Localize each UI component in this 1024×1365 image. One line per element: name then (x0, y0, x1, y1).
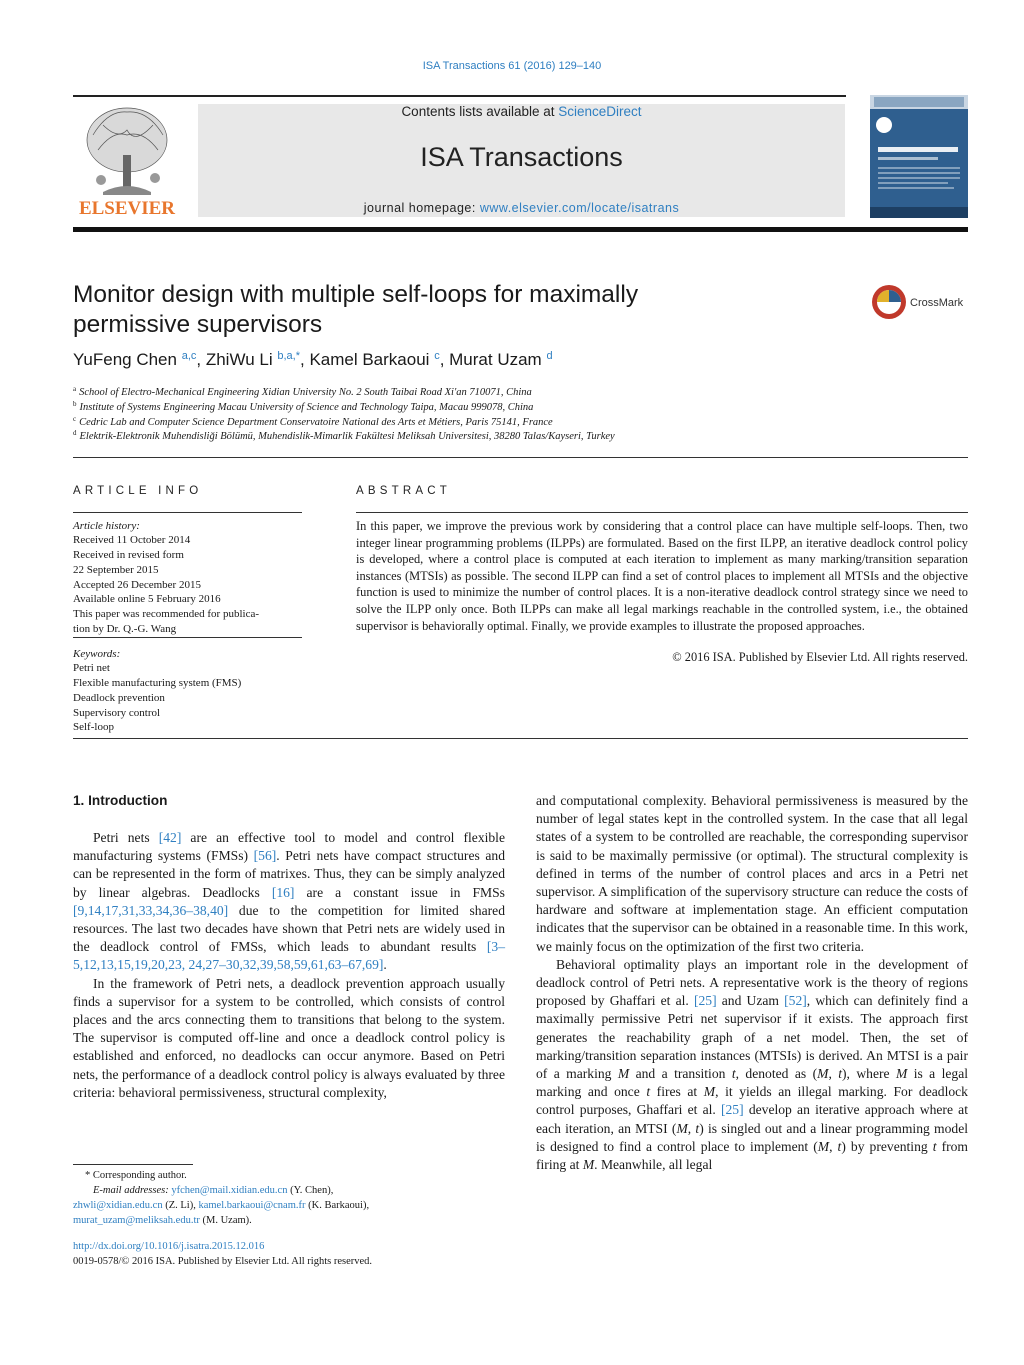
affiliation (73, 385, 532, 398)
history-line: Received in revised form (73, 549, 184, 561)
article-title (73, 280, 833, 340)
issn-line: 0019-0578/© 2016 ISA. Published by Elsevier Ltd. All rights reserved. (73, 1256, 373, 1267)
history-line: Available online 5 February 2016 (73, 593, 221, 605)
contents-line (198, 104, 845, 119)
math-symbol: M (617, 1066, 630, 1082)
keyword: Supervisory control (73, 707, 161, 719)
email-link[interactable]: murat_uzam@meliksah.edu.tr (73, 1215, 200, 1226)
author-affiliation-marks[interactable]: b,a,* (277, 350, 300, 362)
history-line: tion by Dr. Q.-G. Wang (73, 623, 177, 635)
journal-title: ISA Transactions (420, 142, 623, 172)
math-symbol: M (582, 1157, 595, 1173)
email-link[interactable]: yfchen@mail.xidian.edu.cn (171, 1185, 288, 1196)
history-line: Accepted 26 December 2015 (73, 579, 201, 591)
article-title-line-1: Monitor design with multiple self-loops for maximally (73, 281, 639, 308)
homepage-prefix: journal homepage: (363, 201, 480, 215)
email-owner: (M. Uzam). (199, 1215, 252, 1226)
author-separator: , (439, 350, 450, 369)
math-symbol: M (817, 1138, 830, 1154)
citation-ref-link[interactable]: [52] (784, 993, 807, 1009)
history-line: Received 11 October 2014 (73, 534, 191, 546)
journal-cover-thumbnail[interactable] (870, 95, 968, 218)
header-top-rule (73, 95, 846, 97)
math-symbol: M (817, 1066, 829, 1082)
abstract-rule (356, 512, 968, 513)
math-symbol: t (838, 1066, 843, 1082)
email-owner: (Y. Chen), (287, 1185, 334, 1196)
history-label: Article history: (73, 520, 140, 532)
article-info-heading: ARTICLE INFO (73, 485, 203, 497)
affiliation-text: Institute of Systems Engineering Macau University of Science and Technology Taipa, Macau 999078, China (79, 402, 534, 413)
affiliation-mark: a (73, 385, 77, 393)
email-link[interactable]: zhwli@xidian.edu.cn (73, 1200, 163, 1211)
keywords-rule (73, 637, 302, 638)
keyword: Flexible manufacturing system (FMS) (73, 677, 242, 689)
elsevier-wordmark: ELSEVIER (78, 198, 176, 218)
email-owner: (Z. Li), (162, 1200, 199, 1211)
intro-paragraph-3: Behavioral optimality plays an important role in the development of deadlock control of Petri nets. A representative work is the theory of regions proposed by Ghaffari et al. [25] and Uzam [52], which can definitely find a maximally permissive Petri net supervisor if it exists. The approach first generates the reachability graph of a net model. Then, the set of marking/transition separation instances (MTSIs) is derived. An MTSI is a pair of a marking M and a transition t, denoted as (M, t), where M is a legal marking and once t fires at M, it yields an illegal marking. For deadlock control purposes, Ghaffari et al. [25] develop an iterative approach where at each iteration, an MTSI (M, t) is singled out and a linear programming model is designed to find a control place to implement (M, t) by preventing t from firing at M. Meanwhile, all legal (536, 956, 969, 1173)
doi-link[interactable]: http://dx.doi.org/10.1016/j.isatra.2015.12.016 (73, 1241, 265, 1252)
keyword: Deadlock prevention (73, 692, 165, 704)
corresponding-author-note: * Corresponding author. (85, 1170, 187, 1181)
author-affiliation-marks[interactable]: d (546, 350, 553, 362)
header-bottom-rule (73, 227, 968, 232)
citation-ref-link[interactable]: [3–5,12,13,15,19,20,23, 24,27–30,32,39,58,59,61,63–67,69] (73, 939, 505, 973)
intro-paragraph-continued: and computational complexity. Behavioral permissiveness is measured by the number of legal states kept in the controlled system. In the case that all legal states of a system to be controlled are reachable, the corresponding supervisor is said to be maximally permissive (or optimal). The structural complexity is defined in terms of the number of control places and arcs in a Petri net supervisor. A simplification of the supervisory structure can reduce the costs of hardware and software at implementation stage. An efficient computation indicates that the supervisor can be obtained in a reasonable time. In this work, we mainly focus on the optimization of the first two criteria. (536, 793, 968, 954)
math-symbol: t (695, 1120, 700, 1136)
affiliation (73, 400, 533, 413)
crossmark-badge[interactable] (870, 283, 970, 321)
citation-ref-link[interactable]: [9,14,17,31,33,34,36–38,40] (73, 902, 229, 918)
abstract-text: In this paper, we improve the previous work by considering that a control place can have multiple self-loops. Then, two integer linear programming problems (ILPPs) are formulated. Based on the first ILPP, an iterative deadlock control policy is developed, where a control place is computed at each iteration to implement as many marking/transition separation instances (MTSIs) as possible. The second ILPP can find a set of control places to implement all MTSIs and the objective function is used to minimize the number of control places. It is a non-iterative deadlock control strategy since we need to solve the ILPP only once. Both ILPPs can make all legal markings reachable in the controlled system, i.e., the obtained supervisor is behaviorally optimal. Finally, we provide examples to illustrate the proposed approaches. (356, 519, 968, 633)
keyword: Petri net (73, 662, 110, 674)
intro-paragraph-1: Petri nets [42] are an effective tool to model and control flexible manufacturing systems (FMSs) [56]. Petri nets have compact structures and can be represented in the form of matrixes. Thus, they can be simply analyzed by linear algebras. Deadlocks [16] are a constant issue in FMSs [9,14,17,31,33,34,36–38,40] due to the competition for limited shared resources. The last two decades have shown that Petri nets are widely used in the deadlock control of FMSs, which leads to abundant results [3–5,12,13,15,19,20,23, 24,27–30,32,39,58,59,61,63–67,69]. (73, 830, 505, 973)
citation-ref-link[interactable]: [56] (253, 848, 277, 864)
abstract-copyright: © 2016 ISA. Published by Elsevier Ltd. All rights reserved. (672, 650, 968, 664)
author-affiliation-marks[interactable]: a,c (181, 350, 197, 362)
email-owner: (K. Barkaoui), (305, 1200, 370, 1211)
author-separator: , (299, 350, 310, 369)
math-symbol: t (646, 1084, 651, 1100)
author-name[interactable]: ZhiWu Li (205, 350, 273, 369)
elsevier-tree-logo (73, 100, 181, 218)
article-title-line-2: permissive supervisors (73, 311, 323, 338)
abstract-heading: ABSTRACT (356, 485, 451, 497)
sciencedirect-link[interactable]: ScienceDirect (558, 104, 642, 119)
keyword: Self-loop (73, 721, 114, 733)
keywords-label: Keywords: (73, 648, 121, 660)
intro-paragraph-2: In the framework of Petri nets, a deadlock prevention approach usually finds a supervisor for a system to be controlled, which consists of control places and the arcs connecting them to transitions that belong to the system. The supervisor is computed off-line and once a deadlock control policy is established and enforced, no deadlocks can occur anymore. Based on Petri nets, the performance of a deadlock control policy is always evaluated by three criteria: behavioral permissiveness, structural complexity, (73, 975, 505, 1100)
math-symbol: t (932, 1138, 937, 1154)
citation-ref-link[interactable]: [25] (720, 1102, 744, 1118)
author-name[interactable]: Kamel Barkaoui (309, 350, 430, 369)
math-symbol: M (703, 1084, 716, 1100)
citation-ref-link[interactable]: [25] (693, 993, 717, 1009)
author-separator: , (196, 350, 206, 369)
footnote-rule (73, 1164, 193, 1165)
affiliation-mark: b (73, 400, 77, 408)
math-symbol: t (837, 1138, 842, 1154)
affiliation (73, 429, 615, 442)
history-line: 22 September 2015 (73, 564, 159, 576)
affiliation-mark: d (73, 429, 77, 437)
history-line: This paper was recommended for publica- (73, 608, 260, 620)
body-column-right (536, 792, 968, 1174)
citation-ref-link[interactable]: [42] (158, 830, 182, 845)
homepage-line (198, 201, 845, 215)
affiliation-text: Elektrik-Elektronik Muhendisliği Bölümü, Muhendislik-Mimarlik Fakültesi Meliksah Universitesi, 38280 Talas/Kayseri, Turkey (79, 431, 615, 442)
crossmark-label: CrossMark (910, 297, 964, 309)
email-line-2 (73, 1198, 369, 1213)
affiliation-rule (73, 457, 968, 458)
email-label: E-mail addresses: (93, 1185, 172, 1196)
homepage-link[interactable]: www.elsevier.com/locate/isatrans (479, 201, 680, 215)
email-link[interactable]: kamel.barkaoui@cnam.fr (198, 1200, 306, 1211)
affiliation-mark: c (73, 415, 77, 423)
affiliation (73, 415, 553, 428)
author-affiliation-marks[interactable]: c (434, 350, 440, 362)
author-name[interactable]: Murat Uzam (449, 350, 542, 369)
math-symbol: M (676, 1120, 688, 1136)
journal-citation[interactable]: ISA Transactions 61 (2016) 129–140 (422, 60, 602, 72)
citation-ref-link[interactable]: [16] (271, 884, 295, 900)
section-heading-introduction: 1. Introduction (73, 793, 168, 808)
math-symbol: M (895, 1066, 908, 1082)
abstract-bottom-rule (73, 738, 968, 739)
affiliation-text: School of Electro-Mechanical Engineering Xidian University No. 2 South Taibai Road Xi'an 710071, China (79, 387, 532, 398)
article-info-rule (73, 512, 302, 513)
affiliation-text: Cedric Lab and Computer Science Department Conservatoire National des Arts et Métiers, Paris 75141, France (79, 417, 553, 428)
contents-prefix: Contents lists available at (401, 104, 559, 119)
body-column-left (73, 829, 505, 1102)
email-line-1 (93, 1183, 333, 1198)
author-name[interactable]: YuFeng Chen (73, 350, 177, 369)
email-line-3 (73, 1213, 252, 1228)
author-list (73, 350, 553, 370)
math-symbol: t (731, 1066, 736, 1082)
